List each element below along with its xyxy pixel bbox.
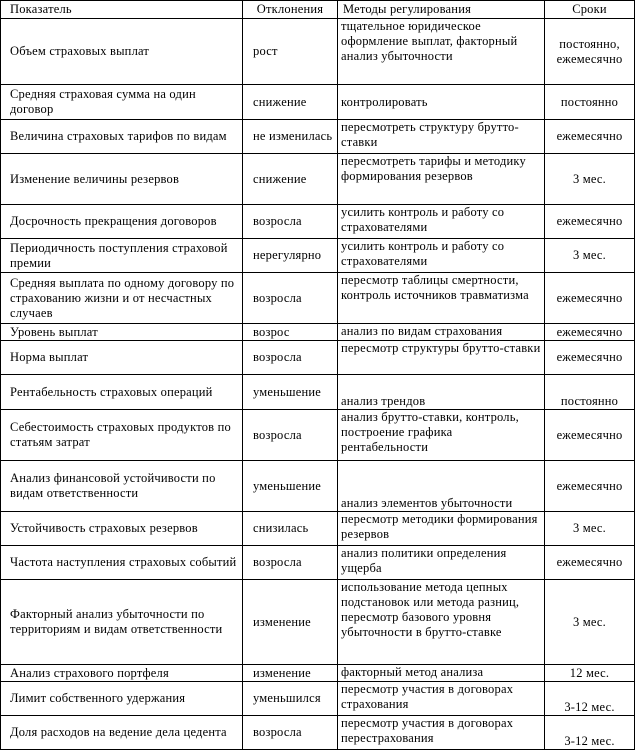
indicator-cell: Доля расходов на ведение дела цедента bbox=[1, 716, 243, 750]
term-cell: ежемесячно bbox=[545, 461, 635, 512]
indicator-cell: Периодичность поступления страховой премии bbox=[1, 239, 243, 273]
indicator-cell: Норма выплат bbox=[1, 341, 243, 375]
deviation-cell: снизилась bbox=[243, 512, 338, 546]
term-cell: ежемесячно bbox=[545, 273, 635, 324]
deviation-cell: не изменилась bbox=[243, 120, 338, 154]
deviation-cell: уменьшение bbox=[243, 375, 338, 410]
method-cell: анализ брутто-ставки, контроль, построение графика рентабельности bbox=[338, 410, 545, 461]
table-row bbox=[1, 512, 635, 546]
deviation-cell: нерегулярно bbox=[243, 239, 338, 273]
table-row bbox=[1, 85, 635, 120]
table-row bbox=[1, 154, 635, 205]
indicator-cell: Лимит собственного удержания bbox=[1, 682, 243, 716]
deviation-cell: изменение bbox=[243, 665, 338, 682]
table-row bbox=[1, 19, 635, 85]
deviation-cell: изменение bbox=[243, 580, 338, 665]
term-cell: 3 мес. bbox=[545, 512, 635, 546]
table-row bbox=[1, 375, 635, 410]
deviation-cell: уменьшение bbox=[243, 461, 338, 512]
term-cell: постоянно bbox=[545, 85, 635, 120]
method-cell: тщательное юридическое оформление выплат, факторный анализ убыточности bbox=[338, 19, 545, 85]
method-cell: пересмотр участия в договорах перестрахования bbox=[338, 716, 545, 750]
method-cell: факторный метод анализа bbox=[338, 665, 545, 682]
method-cell: использование метода цепных подстановок или метода разниц, пересмотр базового уровня убыточности в брутто-ставке bbox=[338, 580, 545, 665]
indicator-cell: Величина страховых тарифов по видам bbox=[1, 120, 243, 154]
header-indicator: Показатель bbox=[1, 1, 243, 19]
deviation-cell: рост bbox=[243, 19, 338, 85]
indicator-cell: Себестоимость страховых продуктов по статьям затрат bbox=[1, 410, 243, 461]
table-row bbox=[1, 716, 635, 750]
table-row bbox=[1, 341, 635, 375]
header-term: Сроки bbox=[545, 1, 635, 19]
table-row bbox=[1, 546, 635, 580]
term-cell: 3-12 мес. bbox=[545, 716, 635, 750]
method-cell: пересмотреть структуру брутто-ставки bbox=[338, 120, 545, 154]
method-cell: контролировать bbox=[338, 85, 545, 120]
indicator-cell: Рентабельность страховых операций bbox=[1, 375, 243, 410]
deviation-cell: снижение bbox=[243, 85, 338, 120]
method-cell: анализ по видам страхования bbox=[338, 324, 545, 341]
method-cell: пересмотреть тарифы и методику формирования резервов bbox=[338, 154, 545, 205]
header-method: Методы регулирования bbox=[338, 1, 545, 19]
table-row bbox=[1, 461, 635, 512]
term-cell: ежемесячно bbox=[545, 205, 635, 239]
indicator-cell: Анализ финансовой устойчивости по видам ответственности bbox=[1, 461, 243, 512]
table-row bbox=[1, 580, 635, 665]
table-row bbox=[1, 665, 635, 682]
indicator-cell: Уровень выплат bbox=[1, 324, 243, 341]
term-cell: 12 мес. bbox=[545, 665, 635, 682]
method-cell: пересмотр методики формирования резервов bbox=[338, 512, 545, 546]
deviation-cell: возросла bbox=[243, 410, 338, 461]
indicator-cell: Анализ страхового портфеля bbox=[1, 665, 243, 682]
deviation-cell: возросла bbox=[243, 341, 338, 375]
header-deviation: Отклонения bbox=[243, 1, 338, 19]
deviation-cell: возрос bbox=[243, 324, 338, 341]
table-row bbox=[1, 682, 635, 716]
method-cell: анализ элементов убыточности bbox=[338, 461, 545, 512]
indicator-cell: Устойчивость страховых резервов bbox=[1, 512, 243, 546]
header-row bbox=[1, 1, 635, 19]
deviation-cell: уменьшился bbox=[243, 682, 338, 716]
term-cell: ежемесячно bbox=[545, 324, 635, 341]
term-cell: 3-12 мес. bbox=[545, 682, 635, 716]
table-row bbox=[1, 273, 635, 324]
deviation-cell: снижение bbox=[243, 154, 338, 205]
method-cell: пересмотр таблицы смертности, контроль источников травматизма bbox=[338, 273, 545, 324]
indicator-cell: Изменение величины резервов bbox=[1, 154, 243, 205]
indicator-cell: Частота наступления страховых событий bbox=[1, 546, 243, 580]
indicator-cell: Факторный анализ убыточности по территориям и видам ответственности bbox=[1, 580, 243, 665]
term-cell: 3 мес. bbox=[545, 154, 635, 205]
table-row bbox=[1, 205, 635, 239]
deviation-cell: возросла bbox=[243, 546, 338, 580]
table-row bbox=[1, 239, 635, 273]
method-cell: анализ политики определения ущерба bbox=[338, 546, 545, 580]
term-cell: ежемесячно bbox=[545, 120, 635, 154]
method-cell: усилить контроль и работу со страхователями bbox=[338, 205, 545, 239]
method-cell: пересмотр участия в договорах страхования bbox=[338, 682, 545, 716]
term-cell: 3 мес. bbox=[545, 239, 635, 273]
method-cell: пересмотр структуры брутто-ставки bbox=[338, 341, 545, 375]
term-cell: постоянно bbox=[545, 375, 635, 410]
table-row bbox=[1, 120, 635, 154]
table-row bbox=[1, 410, 635, 461]
indicator-cell: Объем страховых выплат bbox=[1, 19, 243, 85]
term-cell: ежемесячно bbox=[545, 546, 635, 580]
deviation-cell: возросла bbox=[243, 273, 338, 324]
term-cell: постоянно, ежемесячно bbox=[545, 19, 635, 85]
deviation-cell: возросла bbox=[243, 716, 338, 750]
method-cell: анализ трендов bbox=[338, 375, 545, 410]
indicator-cell: Средняя страховая сумма на один договор bbox=[1, 85, 243, 120]
table-row bbox=[1, 324, 635, 341]
deviation-cell: возросла bbox=[243, 205, 338, 239]
term-cell: 3 мес. bbox=[545, 580, 635, 665]
indicator-cell: Досрочность прекращения договоров bbox=[1, 205, 243, 239]
indicator-cell: Средняя выплата по одному договору по страхованию жизни и от несчастных случаев bbox=[1, 273, 243, 324]
term-cell: ежемесячно bbox=[545, 341, 635, 375]
method-cell: усилить контроль и работу со страхователями bbox=[338, 239, 545, 273]
term-cell: ежемесячно bbox=[545, 410, 635, 461]
